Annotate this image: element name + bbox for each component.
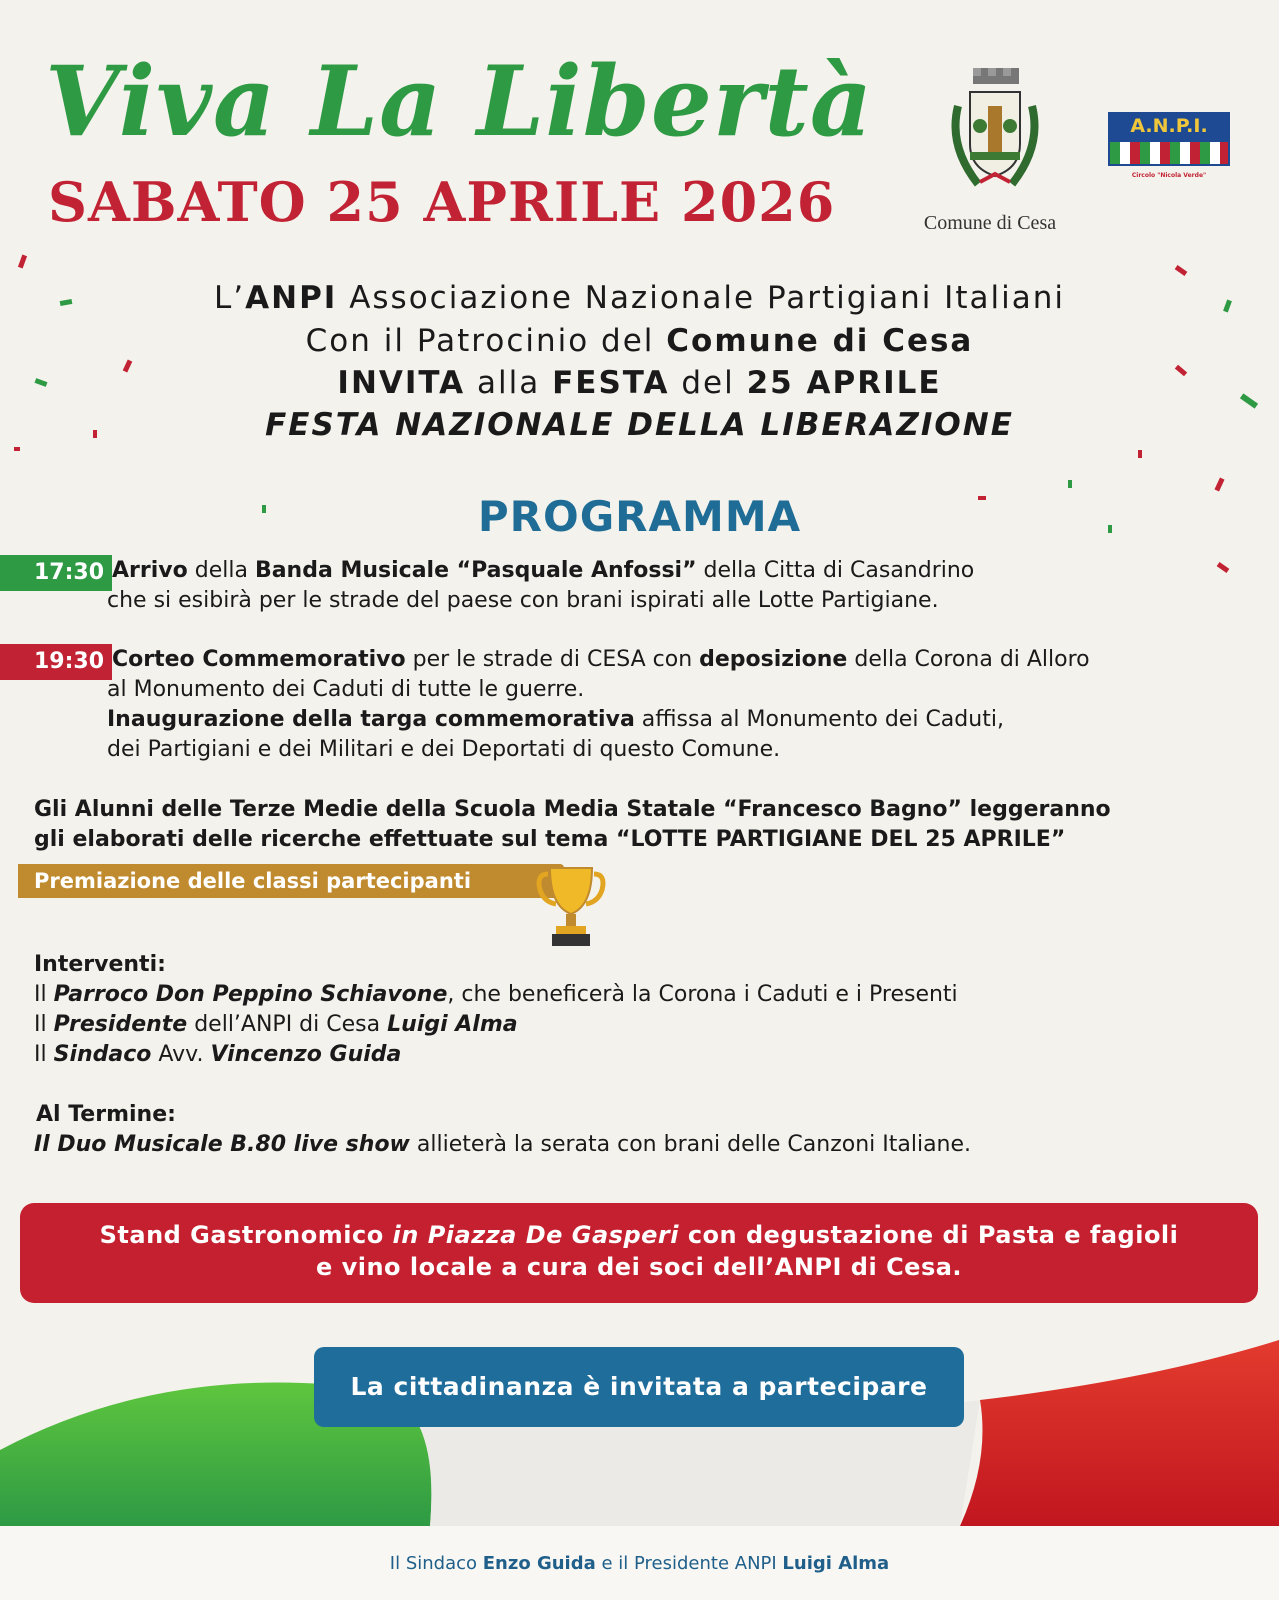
item1-arrivo: Arrivo — [112, 558, 188, 583]
interventi-sindaco: Sindaco — [53, 1042, 152, 1067]
intro-anpi: ANPI — [245, 280, 338, 316]
interventi-text: , che beneficerà la Corona i Caduti e i Presenti — [447, 982, 958, 1007]
interventi-row-3 — [34, 1040, 401, 1070]
termine-duo: Il Duo Musicale B.80 live show — [34, 1132, 410, 1157]
interventi-row-2 — [34, 1010, 518, 1040]
footer-signature — [0, 1553, 1279, 1574]
programma-heading: PROGRAMMA — [477, 492, 802, 541]
item1-text: della — [187, 558, 255, 583]
time-badge-1730: 17:30 — [0, 555, 112, 591]
stand-location: in Piazza De Gasperi — [392, 1221, 679, 1249]
comune-coat-of-arms — [938, 66, 1052, 196]
item2-text: affissa al Monumento dei Caduti, — [634, 707, 1004, 732]
coat-of-arms-icon — [938, 66, 1052, 196]
item1-text: della Citta di Casandrino — [696, 558, 975, 583]
item2-line-2: al Monumento dei Caduti di tutte le guerre. — [107, 677, 585, 702]
interventi-parroco: Parroco Don Peppino Schiavone — [53, 982, 448, 1007]
confetti — [1217, 562, 1230, 573]
intro-text: L’ — [214, 280, 246, 316]
intro-festa: FESTA — [552, 365, 670, 401]
item2-text: della Corona di Alloro — [847, 647, 1090, 672]
alunni-line-1: Gli Alunni delle Terze Medie della Scuola Media Statale “Francesco Bagno” leggeranno — [34, 797, 1111, 822]
confetti — [14, 447, 20, 451]
interventi-text: Avv. — [151, 1042, 211, 1067]
stand-line-2: e vino locale a cura dei soci dell’ANPI di Cesa. — [315, 1253, 963, 1281]
intro-text: alla — [465, 365, 553, 401]
termine-heading: Al Termine: — [36, 1102, 176, 1127]
confetti — [1214, 478, 1224, 492]
intro-text: Associazione Nazionale Partigiani Italiani — [337, 280, 1065, 316]
item2-deposizione: deposizione — [699, 647, 848, 672]
interventi-presidente: Presidente — [53, 1012, 188, 1037]
time-badge-1930: 19:30 — [0, 644, 112, 680]
anpi-logo-circolo: Circolo "Nicola Verde" — [1131, 172, 1207, 179]
item2-text: per le strade di CESA con — [405, 647, 700, 672]
intro-line-4: FESTA NAZIONALE DELLA LIBERAZIONE — [265, 407, 1014, 443]
item2-inaugurazione: Inaugurazione della targa commemorativa — [107, 707, 635, 732]
item2-line-4: dei Partigiani e dei Militari e dei Deportati di questo Comune. — [107, 737, 781, 762]
termine-text: allieterà la serata con brani delle Canzoni Italiane. — [409, 1132, 972, 1157]
termine-line — [34, 1130, 971, 1160]
interventi-text: Il — [34, 1012, 54, 1037]
item2-corteo: Corteo Commemorativo — [112, 647, 406, 672]
item1-banda: Banda Musicale “Pasquale Anfossi” — [254, 558, 697, 583]
interventi-row-1 — [34, 980, 958, 1010]
intro-date: 25 APRILE — [746, 365, 942, 401]
stand-text: Stand Gastronomico — [99, 1221, 393, 1249]
confetti — [1138, 450, 1142, 458]
interventi-text: Il — [34, 1042, 54, 1067]
item2-line-3 — [107, 705, 1004, 735]
intro-line-2 — [0, 320, 1279, 363]
confetti — [1068, 480, 1072, 488]
intro-line-1 — [0, 277, 1279, 320]
footer-text: Il Sindaco — [389, 1553, 483, 1574]
event-title: Viva La Libertà — [45, 45, 874, 158]
intro-invita: INVITA — [337, 365, 466, 401]
footer-presidente: Luigi Alma — [782, 1553, 890, 1574]
anpi-logo-flag — [1108, 140, 1230, 166]
stand-gastronomico-banner — [20, 1203, 1258, 1303]
item2-line-1 — [112, 645, 1090, 675]
interventi-text: Il — [34, 982, 54, 1007]
interventi-sindaco-name: Vincenzo Guida — [210, 1042, 402, 1067]
interventi-presidente-name: Luigi Alma — [387, 1012, 518, 1037]
confetti — [1175, 265, 1188, 276]
event-date: SABATO 25 APRILE 2026 — [48, 170, 836, 234]
interventi-heading: Interventi: — [34, 952, 166, 977]
footer-text: e il Presidente ANPI — [595, 1553, 783, 1574]
confetti — [18, 255, 27, 269]
stand-text: con degustazione di Pasta e fagioli — [678, 1221, 1179, 1249]
comune-label: Comune di Cesa — [923, 212, 1057, 234]
trophy-icon — [536, 866, 606, 948]
premiazione-bar: Premiazione delle classi partecipanti — [18, 864, 564, 898]
stand-line-1 — [20, 1219, 1258, 1251]
intro-text: del — [669, 365, 747, 401]
anpi-logo — [1108, 112, 1230, 192]
interventi-text: dell’ANPI di Cesa — [187, 1012, 388, 1037]
footer-sindaco: Enzo Guida — [482, 1553, 596, 1574]
intro-text: Con il Patrocinio del — [305, 323, 667, 359]
intro-comune: Comune di Cesa — [666, 323, 974, 359]
anpi-logo-banner: A.N.P.I. — [1108, 112, 1230, 140]
alunni-line-2: gli elaborati delle ricerche effettuate sul tema “LOTTE PARTIGIANE DEL 25 APRILE” — [34, 827, 1066, 852]
intro-line-3 — [0, 362, 1279, 405]
item1-line-1 — [112, 556, 974, 586]
cittadinanza-invite-button[interactable]: La cittadinanza è invitata a partecipare — [314, 1347, 964, 1427]
item1-line-2: che si esibirà per le strade del paese con brani ispirati alle Lotte Partigiane. — [107, 588, 939, 613]
